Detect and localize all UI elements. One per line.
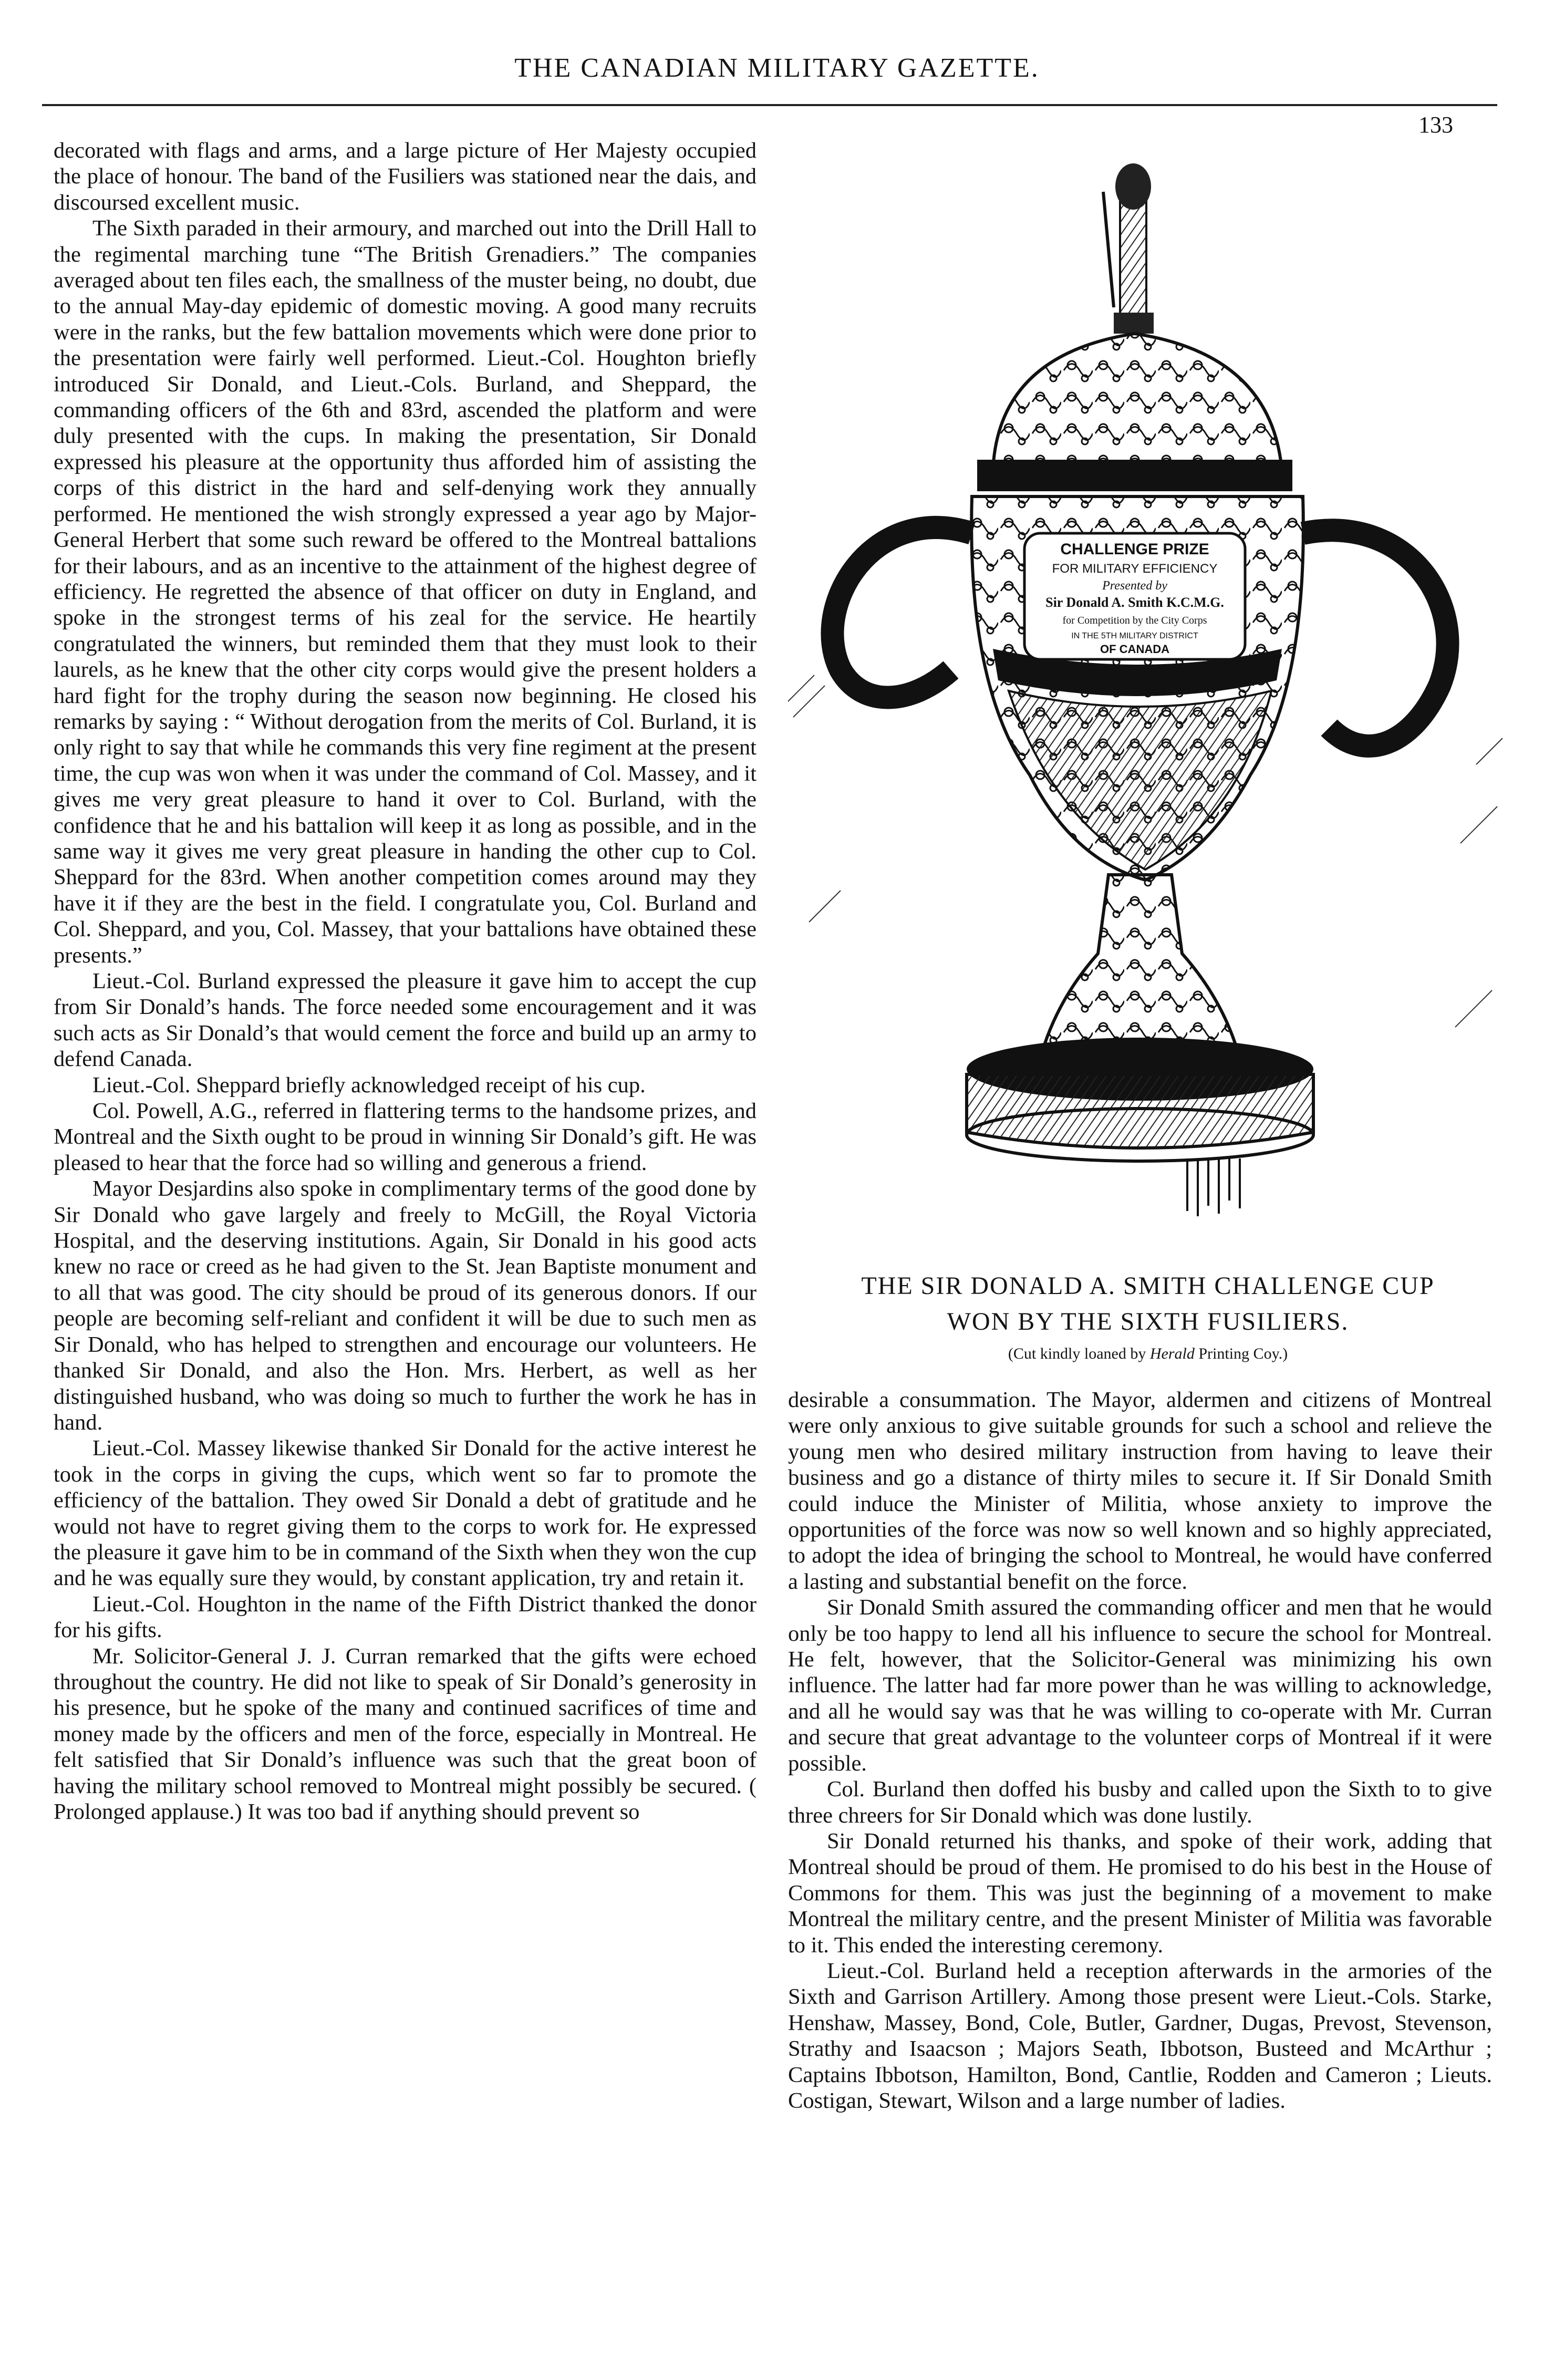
figure-credit	[778, 1345, 1518, 1363]
right-text-column	[788, 1387, 1492, 2114]
paragraph: Col. Powell, A.G., referred in flattering terms to the handsome prizes, and Montreal and the Sixth ought to be proud in winning Sir Donald’s gift. He was pleased to hear that the force had so willing and generous a friend.	[54, 1099, 757, 1175]
page-header-title: THE CANADIAN MILITARY GAZETTE.	[514, 53, 1040, 83]
paragraph: The Sixth paraded in their armoury, and marched out into the Drill Hall to the regimental marching tune “The British Grenadiers.” The companies averaged about ten files each, the smallness of the muster being, no doubt, due to the annual May-day epidemic of domestic moving. A good many recruits were in the ranks, but the few battalion movements which were done prior to the presentation were fairly well performed. Lieut.-Col. Houghton briefly introduced Sir Donald, and Lieut.-Cols. Burland, and Sheppard, the commanding officers of the 6th and 83rd, ascended the platform and were duly presented with the cups. In making the presentation, Sir Donald expressed his pleasure at the opportunity thus afforded him of assisting the corps of this district in the hard and self-denying work they annually performed. He mentioned the wish strongly expressed a year ago by Major-General Herbert that some such reward be offered to the Montreal battalions for their labours, and as an incentive to the attainment of the highest degree of efficiency. He regretted the absence of that officer on duty in England, and spoke in the strongest terms of his zeal for the service. He heartily congratulated the winners, but reminded them that they must look to their laurels, as he knew that the other city corps would give the present holders a hard fight for the trophy during the season now beginning. He closed his remarks by saying : “ Without derogation from the merits of Col. Burland, it is only right to say that while he commands this very fine regiment at the present time, the cup was won when it was under the command of Col. Massey, and it gives me very great pleasure to hand it over to Col. Burland, with the confidence that he and his battalion will keep it as long as possible, and in the same way it gives me very great pleasure in handing the other cup to Col. Sheppard for the 83rd. When another competition comes around may they have it if they are the best in the field. I congratulate you, Col. Burland and Col. Sheppard, and you, Col. Massey, that your battalions have obtained these presents.”	[54, 216, 757, 968]
plaque-line: Sir Donald A. Smith K.C.M.G.	[1045, 595, 1224, 610]
paragraph: Mayor Desjardins also spoke in complimentary terms of the good done by Sir Donald who gave largely and freely to McGill, the Royal Victoria Hospital, and the deserving institutions. Again, Sir Donald in his good acts knew no race or creed as he had given to the St. Jean Baptiste monument and to all that was good. The city should be proud of its generous donors. If our people are becoming self-reliant and confident it will be due to such men as Sir Donald, who has helped to strengthen and encourage our volunteers. He thanked Sir Donald, and also the Hon. Mrs. Herbert, as well as her distinguished husband, who was doing so much to further the work he has in hand.	[54, 1176, 757, 1435]
paragraph: Mr. Solicitor-General J. J. Curran remarked that the gifts were echoed throughout the country. He did not like to speak of Sir Donald’s generosity in his presence, but he spoke of the many and continued sacrifices of time and money made by the officers and men of the force, especially in Montreal. He felt satisfied that Sir Donald’s influence was such that the great boon of having the military school removed to Montreal might possibly be secured. ( Prolonged applause.) It was too bad if anything should prevent so	[54, 1643, 757, 1824]
plaque-line: for Competition by the City Corps	[1062, 615, 1207, 626]
credit-italic: Herald	[1149, 1345, 1195, 1362]
paragraph: Lieut.-Col. Houghton in the name of the Fifth District thanked the donor for his gifts.	[54, 1591, 757, 1643]
header-rule	[42, 104, 1497, 106]
paragraph: decorated with flags and arms, and a large picture of Her Majesty occupied the place of honour. The band of the Fusiliers was stationed near the dais, and discoursed excellent music.	[54, 138, 757, 215]
plaque-line: Presented by	[1102, 579, 1167, 593]
plaque-line: CHALLENGE PRIZE	[1060, 541, 1209, 558]
cup-base	[967, 1074, 1313, 1148]
left-text-column	[54, 138, 757, 1825]
paragraph: desirable a consummation. The Mayor, aldermen and citizens of Montreal were only anxious to give suitable grounds for such a school and relieve the young men who desired military instruction from having to leave their business and go a distance of thirty miles to secure it. If Sir Donald Smith could induce the Minister of Militia, whose anxiety to improve the opportunities of the force was now so well known and so highly appreciated, to adopt the idea of bringing the school to Montreal, he would have conferred a lasting and substantial benefit on the force.	[788, 1388, 1492, 1594]
plaque-line: FOR MILITARY EFFICIENCY	[1052, 562, 1218, 576]
paragraph: Col. Burland then doffed his busby and called upon the Sixth to to give three chreers for Sir Donald which was done lustily.	[788, 1777, 1492, 1828]
page-number: 133	[1418, 112, 1453, 138]
paragraph: Lieut.-Col. Burland expressed the pleasure it gave him to accept the cup from Sir Donald’s hands. The force needed some encouragement and it was such acts as Sir Donald’s that would cement the force and build up an army to defend Canada.	[54, 969, 757, 1072]
cup-handle-right	[1303, 530, 1447, 746]
credit-suffix: Printing Coy.)	[1194, 1345, 1288, 1362]
cup-handle-left	[832, 527, 972, 697]
base-shadow-lines	[1187, 1158, 1240, 1216]
figure-caption-line-2: WON BY THE SIXTH FUSILIERS.	[947, 1308, 1349, 1336]
plaque-line: IN THE 5TH MILITARY DISTRICT	[1071, 632, 1198, 640]
challenge-cup-illustration	[778, 134, 1518, 1327]
paragraph: Lieut.-Col. Burland held a reception afterwards in the armories of the Sixth and Garrison Artillery. Among those present were Lieut.-Cols. Starke, Henshaw, Massey, Bond, Cole, Butler, Gardner, Dugas, Prevost, Stevenson, Strathy and Isaacson ; Majors Seath, Ibbotson, Busteed and McArthur ; Captains Ibbotson, Hamilton, Bond, Cantlie, Rodden and Cameron ; Lieuts. Costigan, Stewart, Wilson and a large number of ladies.	[788, 1958, 1492, 2113]
plaque-line: OF CANADA	[1100, 643, 1169, 656]
paragraph: Lieut.-Col. Sheppard briefly acknowledged receipt of his cup.	[92, 1072, 646, 1098]
paragraph: Sir Donald Smith assured the commanding officer and men that he would only be too happy to lend all his influence to secure the school for Montreal. He felt, however, that the Solicitor-General was minimizing his own influence. The latter had far more power than he was willing to acknowledge, and all he would say was that he was willing to co-operate with Mr. Curran and secure that great advantage to the volunteer corps of Montreal if it were possible.	[788, 1595, 1492, 1776]
cup-lid	[993, 334, 1282, 470]
credit-prefix: (Cut kindly loaned by	[1008, 1345, 1150, 1362]
figure-caption-line-1: THE SIR DONALD A. SMITH CHALLENGE CUP	[861, 1272, 1435, 1300]
paragraph: Lieut.-Col. Massey likewise thanked Sir Donald for the active interest he took in the corps in giving the cups, which went so far to promote the efficiency of the battalion. They owed Sir Donald a debt of gratitude and he would not have to regret giving them to the corps to work for. He expressed the pleasure it gave him to be in command of the Sixth when they won the cup and he was equally sure they would, by constant application, try and retain it.	[54, 1436, 757, 1591]
engraved-plaque	[1024, 533, 1245, 659]
soldier-statuette	[1103, 163, 1154, 334]
cup-stem	[1040, 875, 1240, 1059]
paragraph: Sir Donald returned his thanks, and spoke of their work, adding that Montreal should be proud of them. He promised to do his best in the House of Commons for them. This was just the beginning of a movement to make Montreal the military centre, and the present Minister of Militia was favorable to it. This ended the interesting ceremony.	[788, 1828, 1492, 1958]
